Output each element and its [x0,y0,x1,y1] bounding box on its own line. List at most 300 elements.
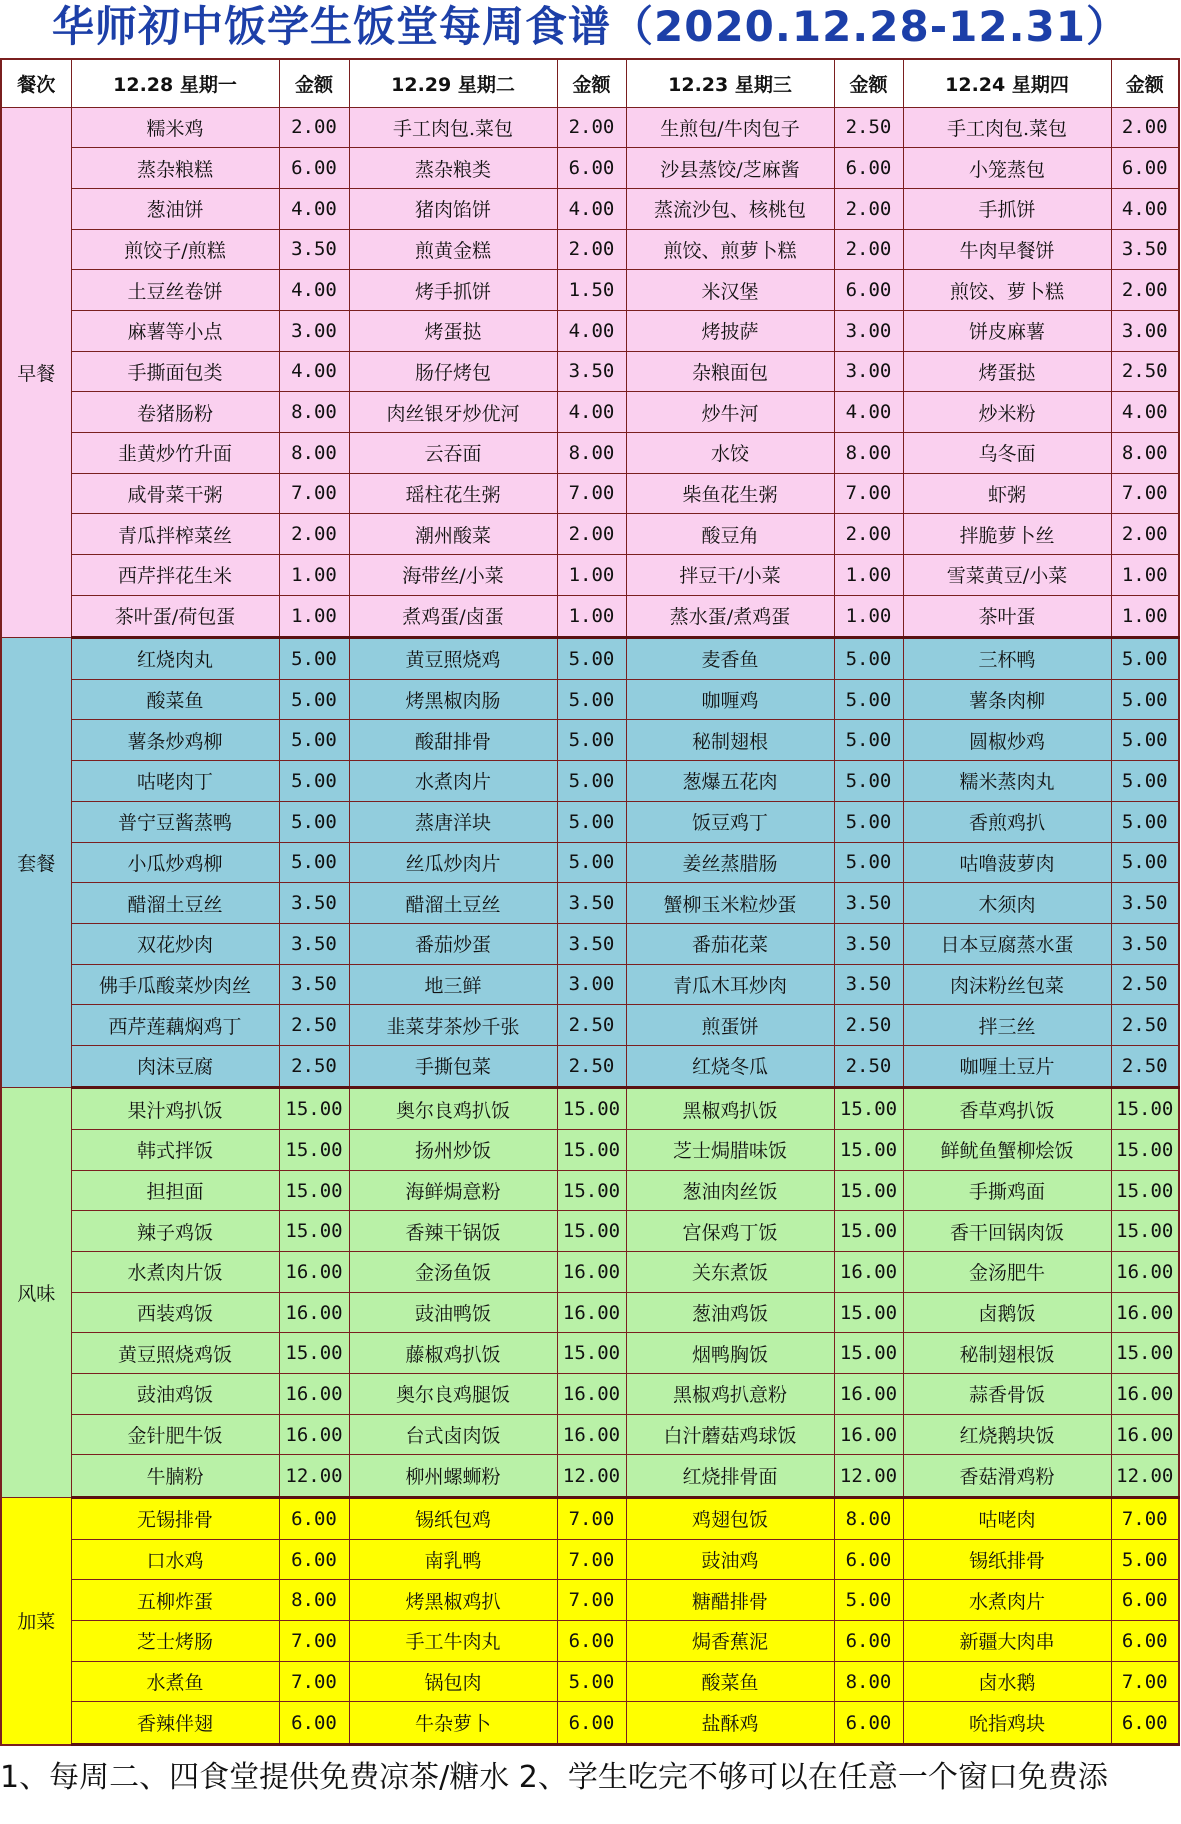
dish-cell: 果汁鸡扒饭 [71,1087,279,1129]
price-cell: 3.50 [557,883,626,924]
dish-cell: 焗香蕉泥 [626,1621,834,1662]
price-cell: 15.00 [557,1333,626,1374]
price-cell: 3.50 [1111,883,1179,924]
price-cell: 4.00 [834,392,903,433]
price-cell: 5.00 [279,801,349,842]
price-cell: 5.00 [1111,1539,1179,1580]
price-cell: 5.00 [557,720,626,761]
price-header: 金额 [834,59,903,107]
price-cell: 6.00 [557,1621,626,1662]
price-cell: 15.00 [279,1130,349,1171]
dish-cell: 蒸流沙包、核桃包 [626,188,834,229]
price-cell: 2.50 [834,1045,903,1087]
dish-cell: 咸骨菜干粥 [71,473,279,514]
dish-cell: 番茄炒蛋 [349,923,557,964]
dish-cell: 韭菜芽茶炒千张 [349,1005,557,1046]
dish-cell: 圆椒炒鸡 [903,720,1111,761]
dish-cell: 手撕包菜 [349,1045,557,1087]
dish-cell: 咖喱土豆片 [903,1045,1111,1087]
price-cell: 6.00 [834,148,903,189]
dish-cell: 烟鸭胸饭 [626,1333,834,1374]
price-cell: 8.00 [834,432,903,473]
price-cell: 2.00 [834,188,903,229]
dish-cell: 水煮肉片饭 [71,1252,279,1293]
dish-cell: 醋溜土豆丝 [349,883,557,924]
dish-cell: 扬州炒饭 [349,1130,557,1171]
dish-cell: 芝士烤肠 [71,1621,279,1662]
dish-cell: 拌三丝 [903,1005,1111,1046]
meal-section-label: 加菜 [1,1497,71,1744]
price-cell: 4.00 [1111,188,1179,229]
dish-cell: 新疆大肉串 [903,1621,1111,1662]
price-cell: 15.00 [279,1087,349,1129]
price-cell: 1.00 [834,554,903,595]
dish-cell: 炒米粉 [903,392,1111,433]
price-cell: 15.00 [834,1087,903,1129]
price-cell: 5.00 [1111,761,1179,802]
price-cell: 7.00 [279,1621,349,1662]
price-cell: 16.00 [557,1414,626,1455]
price-cell: 6.00 [279,148,349,189]
dish-cell: 杂粮面包 [626,351,834,392]
price-cell: 5.00 [1111,801,1179,842]
price-cell: 5.00 [1111,720,1179,761]
dish-cell: 酸菜鱼 [71,679,279,720]
price-cell: 5.00 [834,720,903,761]
price-cell: 2.00 [1111,514,1179,555]
price-cell: 12.00 [1111,1455,1179,1497]
price-cell: 3.00 [1111,310,1179,351]
dish-cell: 饭豆鸡丁 [626,801,834,842]
dish-cell: 丝瓜炒肉片 [349,842,557,883]
price-cell: 6.00 [834,270,903,311]
price-cell: 4.00 [557,188,626,229]
price-cell: 15.00 [1111,1130,1179,1171]
dish-cell: 小笼蒸包 [903,148,1111,189]
price-cell: 7.00 [279,1661,349,1702]
dish-cell: 奥尔良鸡扒饭 [349,1087,557,1129]
price-cell: 3.00 [557,964,626,1005]
dish-cell: 小瓜炒鸡柳 [71,842,279,883]
price-cell: 5.00 [557,801,626,842]
price-cell: 6.00 [834,1621,903,1662]
price-cell: 5.00 [834,801,903,842]
table-header-row [1,59,1179,107]
price-cell: 7.00 [1111,1661,1179,1702]
dish-cell: 青瓜木耳炒肉 [626,964,834,1005]
price-cell: 3.00 [834,310,903,351]
table-row [1,310,1179,351]
dish-cell: 糯米蒸肉丸 [903,761,1111,802]
price-cell: 2.50 [1111,964,1179,1005]
price-cell: 4.00 [557,310,626,351]
dish-cell: 葱油肉丝饭 [626,1170,834,1211]
price-cell: 3.50 [834,964,903,1005]
dish-cell: 日本豆腐蒸水蛋 [903,923,1111,964]
dish-cell: 牛肉早餐饼 [903,229,1111,270]
price-cell: 15.00 [279,1333,349,1374]
price-cell: 3.50 [557,351,626,392]
dish-cell: 蟹柳玉米粒炒蛋 [626,883,834,924]
price-cell: 2.00 [834,514,903,555]
price-cell: 3.50 [1111,923,1179,964]
dish-cell: 手工肉包.菜包 [349,107,557,148]
dish-cell: 土豆丝卷饼 [71,270,279,311]
price-cell: 2.00 [557,514,626,555]
price-cell: 15.00 [557,1087,626,1129]
dish-cell: 肉丝银牙炒优河 [349,392,557,433]
price-cell: 1.00 [557,554,626,595]
dish-cell: 西芹莲藕焖鸡丁 [71,1005,279,1046]
dish-cell: 煎饺、煎萝卜糕 [626,229,834,270]
dish-cell: 担担面 [71,1170,279,1211]
price-cell: 16.00 [834,1374,903,1415]
table-row [1,1045,1179,1087]
table-row [1,1211,1179,1252]
price-cell: 16.00 [1111,1374,1179,1415]
weekly-menu-table [0,58,1180,1746]
dish-cell: 青瓜拌榨菜丝 [71,514,279,555]
dish-cell: 煮鸡蛋/卤蛋 [349,595,557,637]
dish-cell: 锅包肉 [349,1661,557,1702]
dish-cell: 葱油鸡饭 [626,1292,834,1333]
dish-cell: 拌豆干/小菜 [626,554,834,595]
dish-cell: 酸菜鱼 [626,1661,834,1702]
dish-cell: 豉油鸡饭 [71,1374,279,1415]
dish-cell: 咖喱鸡 [626,679,834,720]
dish-cell: 薯条炒鸡柳 [71,720,279,761]
price-cell: 16.00 [557,1374,626,1415]
dish-cell: 锡纸包鸡 [349,1497,557,1539]
table-row [1,679,1179,720]
price-cell: 15.00 [1111,1333,1179,1374]
price-cell: 5.00 [279,679,349,720]
dish-cell: 木须肉 [903,883,1111,924]
table-row [1,637,1179,679]
price-cell: 5.00 [557,637,626,679]
table-row [1,1292,1179,1333]
dish-cell: 烤黑椒鸡扒 [349,1580,557,1621]
dish-cell: 番茄花菜 [626,923,834,964]
price-cell: 2.00 [834,229,903,270]
price-cell: 4.00 [1111,392,1179,433]
dish-cell: 肠仔烤包 [349,351,557,392]
meal-section-label: 早餐 [1,107,71,637]
price-cell: 4.00 [279,351,349,392]
price-cell: 6.00 [557,1702,626,1745]
price-cell: 5.00 [557,679,626,720]
price-cell: 16.00 [834,1414,903,1455]
price-cell: 15.00 [1111,1211,1179,1252]
dish-cell: 水饺 [626,432,834,473]
price-cell: 3.50 [279,923,349,964]
price-cell: 1.00 [279,554,349,595]
table-row [1,1005,1179,1046]
dish-cell: 红烧鹅块饭 [903,1414,1111,1455]
table-row [1,1130,1179,1171]
dish-cell: 佛手瓜酸菜炒肉丝 [71,964,279,1005]
price-cell: 6.00 [1111,148,1179,189]
dish-cell: 瑶柱花生粥 [349,473,557,514]
price-cell: 2.50 [279,1045,349,1087]
price-cell: 3.50 [834,883,903,924]
dish-cell: 黄豆照烧鸡 [349,637,557,679]
dish-cell: 红烧冬瓜 [626,1045,834,1087]
dish-cell: 鲜鱿鱼蟹柳烩饭 [903,1130,1111,1171]
dish-cell: 咕咾肉丁 [71,761,279,802]
price-cell: 1.00 [1111,554,1179,595]
dish-cell: 咕噜菠萝肉 [903,842,1111,883]
price-cell: 15.00 [557,1211,626,1252]
footer-note: 1、每周二、四食堂提供免费凉茶/糖水 2、学生吃完不够可以在任意一个窗口免费添 [0,1760,1108,1795]
price-cell: 6.00 [834,1702,903,1745]
price-cell: 16.00 [279,1252,349,1293]
dish-cell: 无锡排骨 [71,1497,279,1539]
price-cell: 2.50 [1111,1005,1179,1046]
dish-cell: 西芹拌花生米 [71,554,279,595]
price-cell: 7.00 [1111,1497,1179,1539]
dish-cell: 蒸杂粮糕 [71,148,279,189]
price-cell: 15.00 [1111,1087,1179,1129]
price-cell: 5.00 [834,679,903,720]
table-row [1,148,1179,189]
table-row [1,1661,1179,1702]
price-cell: 5.00 [834,761,903,802]
dish-cell: 柴鱼花生粥 [626,473,834,514]
dish-cell: 奥尔良鸡腿饭 [349,1374,557,1415]
table-row [1,1333,1179,1374]
price-cell: 2.00 [1111,107,1179,148]
dish-cell: 米汉堡 [626,270,834,311]
price-cell: 7.00 [557,1580,626,1621]
price-cell: 1.00 [557,595,626,637]
price-cell: 2.00 [557,229,626,270]
dish-cell: 酸甜排骨 [349,720,557,761]
dish-cell: 咕咾肉 [903,1497,1111,1539]
table-row [1,554,1179,595]
dish-cell: 乌冬面 [903,432,1111,473]
dish-cell: 酸豆角 [626,514,834,555]
price-cell: 3.50 [834,923,903,964]
dish-cell: 水煮鱼 [71,1661,279,1702]
price-cell: 7.00 [557,1497,626,1539]
dish-cell: 黑椒鸡扒饭 [626,1087,834,1129]
price-cell: 3.50 [279,883,349,924]
table-row [1,473,1179,514]
dish-cell: 双花炒肉 [71,923,279,964]
dish-cell: 茶叶蛋/荷包蛋 [71,595,279,637]
price-cell: 15.00 [1111,1170,1179,1211]
dish-cell: 盐酥鸡 [626,1702,834,1745]
price-cell: 2.50 [1111,351,1179,392]
price-cell: 1.00 [1111,595,1179,637]
price-cell: 6.00 [279,1539,349,1580]
dish-cell: 蒸唐洋块 [349,801,557,842]
price-cell: 8.00 [279,1580,349,1621]
dish-cell: 煎饺、萝卜糕 [903,270,1111,311]
price-cell: 5.00 [557,1661,626,1702]
price-cell: 5.00 [834,842,903,883]
table-row [1,1455,1179,1497]
dish-cell: 烤黑椒肉肠 [349,679,557,720]
dish-cell: 肉沫粉丝包菜 [903,964,1111,1005]
price-cell: 1.00 [279,595,349,637]
price-cell: 2.50 [1111,1045,1179,1087]
price-header: 金额 [1111,59,1179,107]
meal-column-header: 餐次 [1,59,71,107]
table-row [1,1414,1179,1455]
price-cell: 2.50 [834,107,903,148]
price-cell: 6.00 [279,1497,349,1539]
price-cell: 7.00 [279,473,349,514]
dish-cell: 潮州酸菜 [349,514,557,555]
table-row [1,923,1179,964]
table-row [1,229,1179,270]
dish-cell: 糯米鸡 [71,107,279,148]
price-cell: 16.00 [1111,1414,1179,1455]
table-row [1,351,1179,392]
dish-cell: 烤手抓饼 [349,270,557,311]
dish-cell: 芝士焗腊味饭 [626,1130,834,1171]
table-row [1,761,1179,802]
dish-cell: 豉油鸡 [626,1539,834,1580]
price-cell: 7.00 [1111,473,1179,514]
dish-cell: 煎黄金糕 [349,229,557,270]
dish-cell: 饼皮麻薯 [903,310,1111,351]
dish-cell: 蒸水蛋/煮鸡蛋 [626,595,834,637]
price-cell: 5.00 [834,637,903,679]
price-cell: 15.00 [557,1130,626,1171]
price-cell: 16.00 [279,1292,349,1333]
dish-cell: 金针肥牛饭 [71,1414,279,1455]
dish-cell: 葱爆五花肉 [626,761,834,802]
dish-cell: 秘制翅根 [626,720,834,761]
dish-cell: 香辣干锅饭 [349,1211,557,1252]
price-cell: 15.00 [834,1211,903,1252]
dish-cell: 黄豆照烧鸡饭 [71,1333,279,1374]
dish-cell: 锡纸排骨 [903,1539,1111,1580]
dish-cell: 蒜香骨饭 [903,1374,1111,1415]
price-cell: 16.00 [279,1374,349,1415]
price-cell: 5.00 [557,842,626,883]
price-cell: 8.00 [834,1497,903,1539]
dish-cell: 三杯鸭 [903,637,1111,679]
price-cell: 15.00 [557,1170,626,1211]
dish-cell: 五柳炸蛋 [71,1580,279,1621]
dish-cell: 炒牛河 [626,392,834,433]
dish-cell: 西装鸡饭 [71,1292,279,1333]
day-header: 12.24 星期四 [903,59,1111,107]
dish-cell: 藤椒鸡扒饭 [349,1333,557,1374]
table-row [1,107,1179,148]
price-cell: 15.00 [834,1333,903,1374]
dish-cell: 牛腩粉 [71,1455,279,1497]
price-cell: 2.00 [557,107,626,148]
price-cell: 4.00 [557,392,626,433]
price-cell: 6.00 [1111,1702,1179,1745]
price-cell: 5.00 [279,842,349,883]
price-cell: 4.00 [279,270,349,311]
price-cell: 12.00 [557,1455,626,1497]
price-cell: 2.50 [557,1005,626,1046]
dish-cell: 虾粥 [903,473,1111,514]
dish-cell: 香干回锅肉饭 [903,1211,1111,1252]
dish-cell: 手工牛肉丸 [349,1621,557,1662]
price-cell: 4.00 [279,188,349,229]
price-cell: 12.00 [834,1455,903,1497]
dish-cell: 糖醋排骨 [626,1580,834,1621]
price-cell: 6.00 [1111,1621,1179,1662]
price-cell: 6.00 [279,1702,349,1745]
price-cell: 15.00 [834,1170,903,1211]
dish-cell: 水煮肉片 [349,761,557,802]
price-cell: 8.00 [557,432,626,473]
price-cell: 6.00 [557,148,626,189]
price-cell: 8.00 [279,392,349,433]
table-row [1,270,1179,311]
dish-cell: 煎蛋饼 [626,1005,834,1046]
dish-cell: 薯条肉柳 [903,679,1111,720]
price-cell: 15.00 [279,1170,349,1211]
dish-cell: 海带丝/小菜 [349,554,557,595]
price-cell: 1.50 [557,270,626,311]
dish-cell: 手撕鸡面 [903,1170,1111,1211]
dish-cell: 牛杂萝卜 [349,1702,557,1745]
dish-cell: 秘制翅根饭 [903,1333,1111,1374]
dish-cell: 雪菜黄豆/小菜 [903,554,1111,595]
price-cell: 5.00 [834,1580,903,1621]
table-row [1,720,1179,761]
dish-cell: 香煎鸡扒 [903,801,1111,842]
table-row [1,1621,1179,1662]
dish-cell: 猪肉馅饼 [349,188,557,229]
dish-cell: 宫保鸡丁饭 [626,1211,834,1252]
dish-cell: 烤披萨 [626,310,834,351]
dish-cell: 香草鸡扒饭 [903,1087,1111,1129]
dish-cell: 醋溜土豆丝 [71,883,279,924]
dish-cell: 香辣伴翅 [71,1702,279,1745]
dish-cell: 姜丝蒸腊肠 [626,842,834,883]
price-cell: 1.00 [834,595,903,637]
price-cell: 16.00 [279,1414,349,1455]
dish-cell: 吮指鸡块 [903,1702,1111,1745]
dish-cell: 香菇滑鸡粉 [903,1455,1111,1497]
dish-cell: 云吞面 [349,432,557,473]
table-row [1,883,1179,924]
price-cell: 3.50 [557,923,626,964]
dish-cell: 鸡翅包饭 [626,1497,834,1539]
day-header: 12.28 星期一 [71,59,279,107]
dish-cell: 辣子鸡饭 [71,1211,279,1252]
price-cell: 8.00 [834,1661,903,1702]
dish-cell: 烤蛋挞 [349,310,557,351]
price-cell: 15.00 [279,1211,349,1252]
dish-cell: 煎饺子/煎糕 [71,229,279,270]
table-row [1,1170,1179,1211]
price-cell: 6.00 [834,1539,903,1580]
price-cell: 16.00 [834,1252,903,1293]
page-title: 华师初中饭学生饭堂每周食谱（2020.12.28-12.31） [52,2,1129,51]
price-cell: 5.00 [1111,679,1179,720]
table-row [1,1702,1179,1745]
dish-cell: 韩式拌饭 [71,1130,279,1171]
dish-cell: 茶叶蛋 [903,595,1111,637]
table-row [1,514,1179,555]
dish-cell: 南乳鸭 [349,1539,557,1580]
table-row [1,801,1179,842]
price-cell: 2.50 [834,1005,903,1046]
price-header: 金额 [279,59,349,107]
